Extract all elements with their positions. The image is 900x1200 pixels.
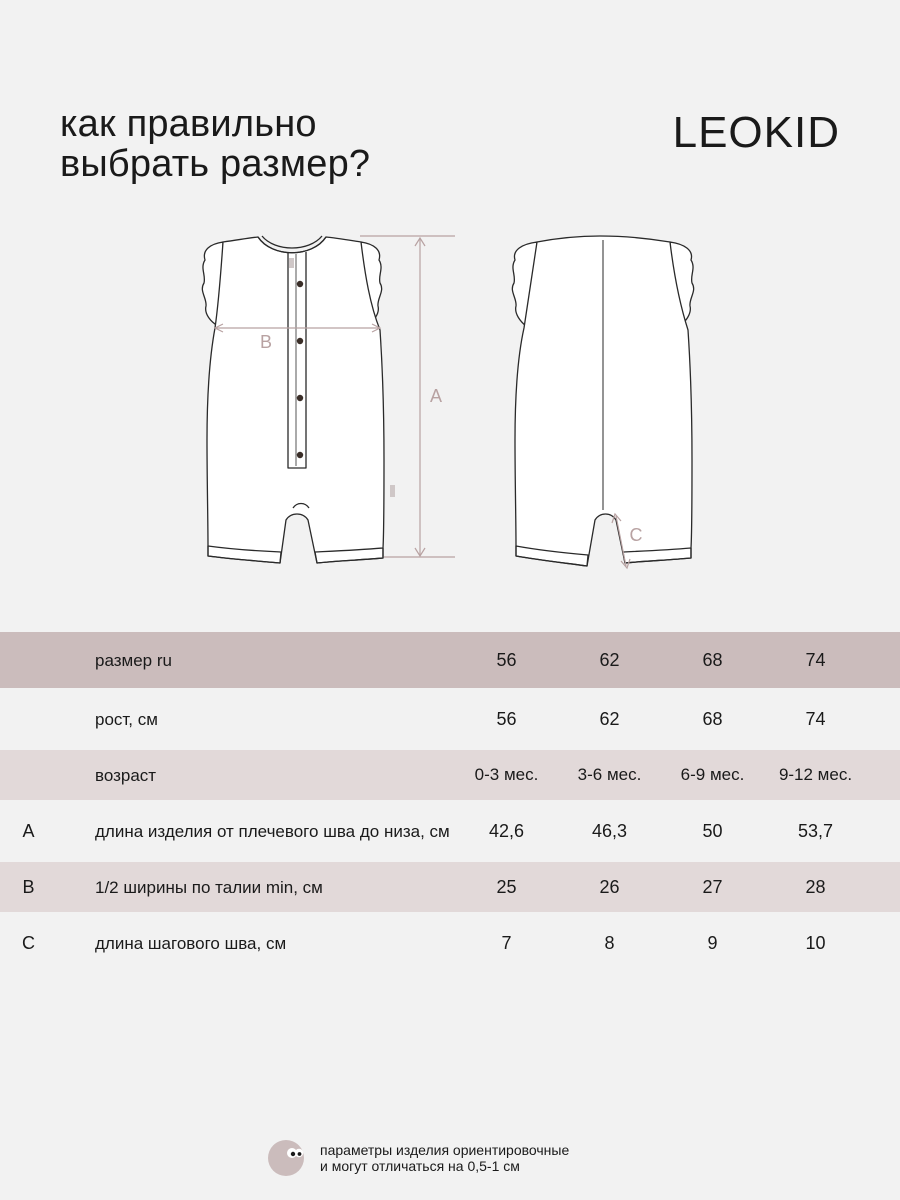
row-letter: C [22, 932, 35, 953]
table-cell: 0-3 мес. [474, 765, 539, 784]
footer-note [268, 1140, 569, 1176]
size-table-header [0, 632, 900, 688]
table-cell: 50 [702, 821, 723, 841]
row-label: возраст [95, 765, 157, 785]
mascot-icon [268, 1140, 304, 1176]
brand-logo: LEOKID [672, 108, 840, 157]
footer-note-line-2: и могут отличаться на 0,5-1 см [320, 1158, 520, 1174]
garment-drawing [0, 220, 900, 600]
table-cell: 26 [599, 877, 620, 897]
table-cell: 53,7 [797, 821, 834, 841]
row-letter: A [22, 820, 35, 841]
table-cell: 3-6 мес. [577, 765, 642, 784]
footer-note-line-1: параметры изделия ориентировочные [320, 1142, 570, 1158]
front-view [202, 236, 384, 563]
header-label: размер ru [95, 650, 172, 670]
table-cell: 62 [599, 709, 620, 729]
title-line-2: выбрать размер? [60, 143, 371, 185]
table-cell: 28 [805, 877, 826, 897]
table-cell: 42,6 [488, 821, 525, 841]
table-cell: 56 [496, 709, 517, 729]
back-view [512, 236, 693, 566]
table-row-length [0, 806, 900, 856]
table-cell: 74 [805, 709, 826, 729]
table-row-height [0, 694, 900, 744]
table-cell: 7 [501, 933, 512, 953]
dimension-c-label: C [629, 525, 643, 545]
table-row-waist [0, 862, 900, 912]
table-row-age [0, 750, 900, 800]
table-cell: 46,3 [591, 821, 628, 841]
title-line-1: как правильно [60, 103, 317, 145]
size-74: 74 [805, 650, 826, 670]
size-62: 62 [599, 650, 620, 670]
size-table [0, 632, 900, 968]
row-label: длина изделия от плечевого шва до низа, см [95, 821, 450, 841]
row-label: длина шагового шва, см [95, 933, 287, 953]
table-cell: 68 [702, 709, 723, 729]
size-56: 56 [496, 650, 517, 670]
table-cell: 10 [805, 933, 826, 953]
table-cell: 6-9 мес. [680, 765, 745, 784]
dimension-b-label: B [259, 332, 273, 352]
row-label: рост, см [95, 709, 158, 729]
table-cell: 25 [496, 877, 517, 897]
size-68: 68 [702, 650, 723, 670]
dimension-a-label: A [429, 386, 443, 406]
table-cell: 8 [604, 933, 615, 953]
garment-diagram [0, 220, 900, 600]
table-cell: 9-12 мес. [778, 765, 853, 784]
page-title [60, 104, 370, 184]
row-label: 1/2 ширины по талии min, см [95, 877, 323, 897]
table-cell: 9 [707, 933, 718, 953]
row-letter: B [22, 876, 35, 897]
table-cell: 27 [702, 877, 723, 897]
table-row-inseam [0, 918, 900, 968]
